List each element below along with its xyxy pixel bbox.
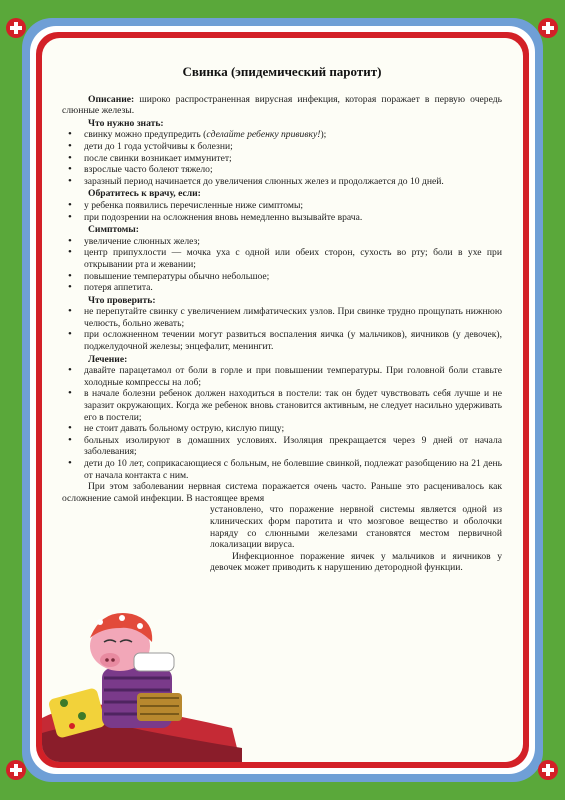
description-text: широко распространенная вирусная инфекция, которая поражает в первую очередь слюнные железы. bbox=[62, 93, 502, 117]
list-item bbox=[84, 282, 502, 294]
list-item-text: не стоит давать больному острую, кислую пищу; bbox=[84, 423, 285, 435]
bullet-list bbox=[62, 200, 502, 223]
section-heading: Симптомы: bbox=[88, 224, 139, 236]
list-item bbox=[84, 212, 502, 224]
list-item-text: дети до 1 года устойчивы к болезни; bbox=[84, 140, 233, 152]
closing-paragraph-1-continued: установлено, что поражение нервной системы является одной из клинических форм паротита и что мозговое вещество и оболочки наряду со слюнными железами становятся местом первичной локализации вируса. bbox=[210, 504, 502, 551]
description bbox=[62, 94, 502, 117]
section-heading: Лечение: bbox=[88, 353, 128, 365]
list-item bbox=[84, 247, 502, 270]
list-item bbox=[84, 164, 502, 176]
description-label: Описание: bbox=[88, 93, 135, 105]
list-item-text: не перепутайте свинку с увеличением лимфатических узлов. При свинке трудно прощупать нижнюю челюсть, больно жевать; bbox=[84, 306, 502, 329]
red-cross-icon bbox=[6, 18, 26, 38]
list-item-text-end: ); bbox=[320, 129, 327, 141]
list-item-emphasis: сделайте ребенку прививку! bbox=[206, 129, 321, 141]
list-item bbox=[84, 200, 502, 212]
closing-paragraph-1: При этом заболевании нервная система поражается очень часто. Раньше это расценивалось как осложнение самой инфекции. В настоящее время bbox=[62, 481, 502, 504]
list-item bbox=[84, 176, 502, 188]
list-item-text: больных изолируют в домашних условиях. Изоляция прекращается через 9 дней от начала заболевания; bbox=[84, 434, 502, 458]
paper-sheet bbox=[42, 38, 523, 762]
list-item bbox=[84, 388, 502, 423]
closing-paragraph-2: Инфекционное поражение яичек у мальчиков и яичников у девочек может приводить к нарушению детородной функции. bbox=[210, 550, 502, 574]
list-item bbox=[84, 458, 502, 481]
red-cross-icon bbox=[6, 760, 26, 780]
section-heading: Что проверить: bbox=[88, 294, 156, 306]
bullet-list bbox=[62, 365, 502, 481]
list-item-text: дети до 10 лет, соприкасающиеся с больным, не болевшие свинкой, подлежат разобщению на 21 день от начала контакта с ним. bbox=[84, 458, 502, 481]
list-item-text: увеличение слюнных желез; bbox=[84, 235, 200, 247]
list-item-text: повышение температуры обычно небольшое; bbox=[84, 270, 270, 282]
list-item bbox=[84, 329, 502, 352]
list-item-text: заразный период начинается до увеличения слюнных желез и продолжается до 10 дней. bbox=[84, 175, 444, 187]
list-item-text: взрослые часто болеют тяжело; bbox=[84, 164, 213, 176]
bullet-list bbox=[62, 306, 502, 352]
section-heading: Что нужно знать: bbox=[88, 117, 164, 129]
list-item bbox=[84, 435, 502, 458]
bullet-list bbox=[62, 236, 502, 294]
list-item bbox=[84, 271, 502, 283]
bullet-list bbox=[62, 129, 502, 187]
list-item-text: в начале болезни ребенок должен находиться в постели: так он будет чувствовать себя лучше и не заразит окружающих. Когда же ребенок вновь становится активным, не следует насильно удерживать его в постели; bbox=[84, 388, 502, 423]
list-item bbox=[84, 153, 502, 165]
section-heading: Обратитесь к врачу, если: bbox=[88, 188, 201, 200]
list-item bbox=[84, 306, 502, 329]
page-title: Свинка (эпидемический паротит) bbox=[182, 64, 382, 79]
list-item-text: свинку можно предупредить ( bbox=[84, 129, 207, 141]
sections bbox=[62, 118, 502, 481]
list-item bbox=[84, 365, 502, 388]
list-item-text: давайте парацетамол от боли в горле и при повышении температуры. При головной боли ставьте холодные компрессы на лоб; bbox=[84, 365, 502, 388]
sick-pig-in-bed-illustration bbox=[42, 598, 242, 762]
red-cross-icon bbox=[538, 760, 558, 780]
red-cross-icon bbox=[538, 18, 558, 38]
list-item bbox=[84, 423, 502, 435]
list-item-text: центр припухлости — мочка уха с одной или обеих сторон, сухость во рту; боли в ухе при открывании рта и жевании; bbox=[84, 247, 502, 270]
list-item bbox=[84, 141, 502, 153]
list-item-text: у ребенка появились перечисленные ниже симптомы; bbox=[84, 199, 304, 211]
article bbox=[62, 66, 502, 574]
list-item-text: при осложненном течении могут развиться воспаления яичка (у мальчиков), яичников (у девочек), поджелудочной железы; энцефалит, менингит. bbox=[84, 329, 502, 353]
list-item-text: при подозрении на осложнения вновь немедленно вызывайте врача. bbox=[84, 211, 363, 223]
list-item-text: потеря аппетита. bbox=[84, 282, 153, 294]
list-item bbox=[84, 236, 502, 248]
list-item bbox=[84, 129, 502, 141]
list-item-text: после свинки возникает иммунитет; bbox=[84, 152, 232, 164]
